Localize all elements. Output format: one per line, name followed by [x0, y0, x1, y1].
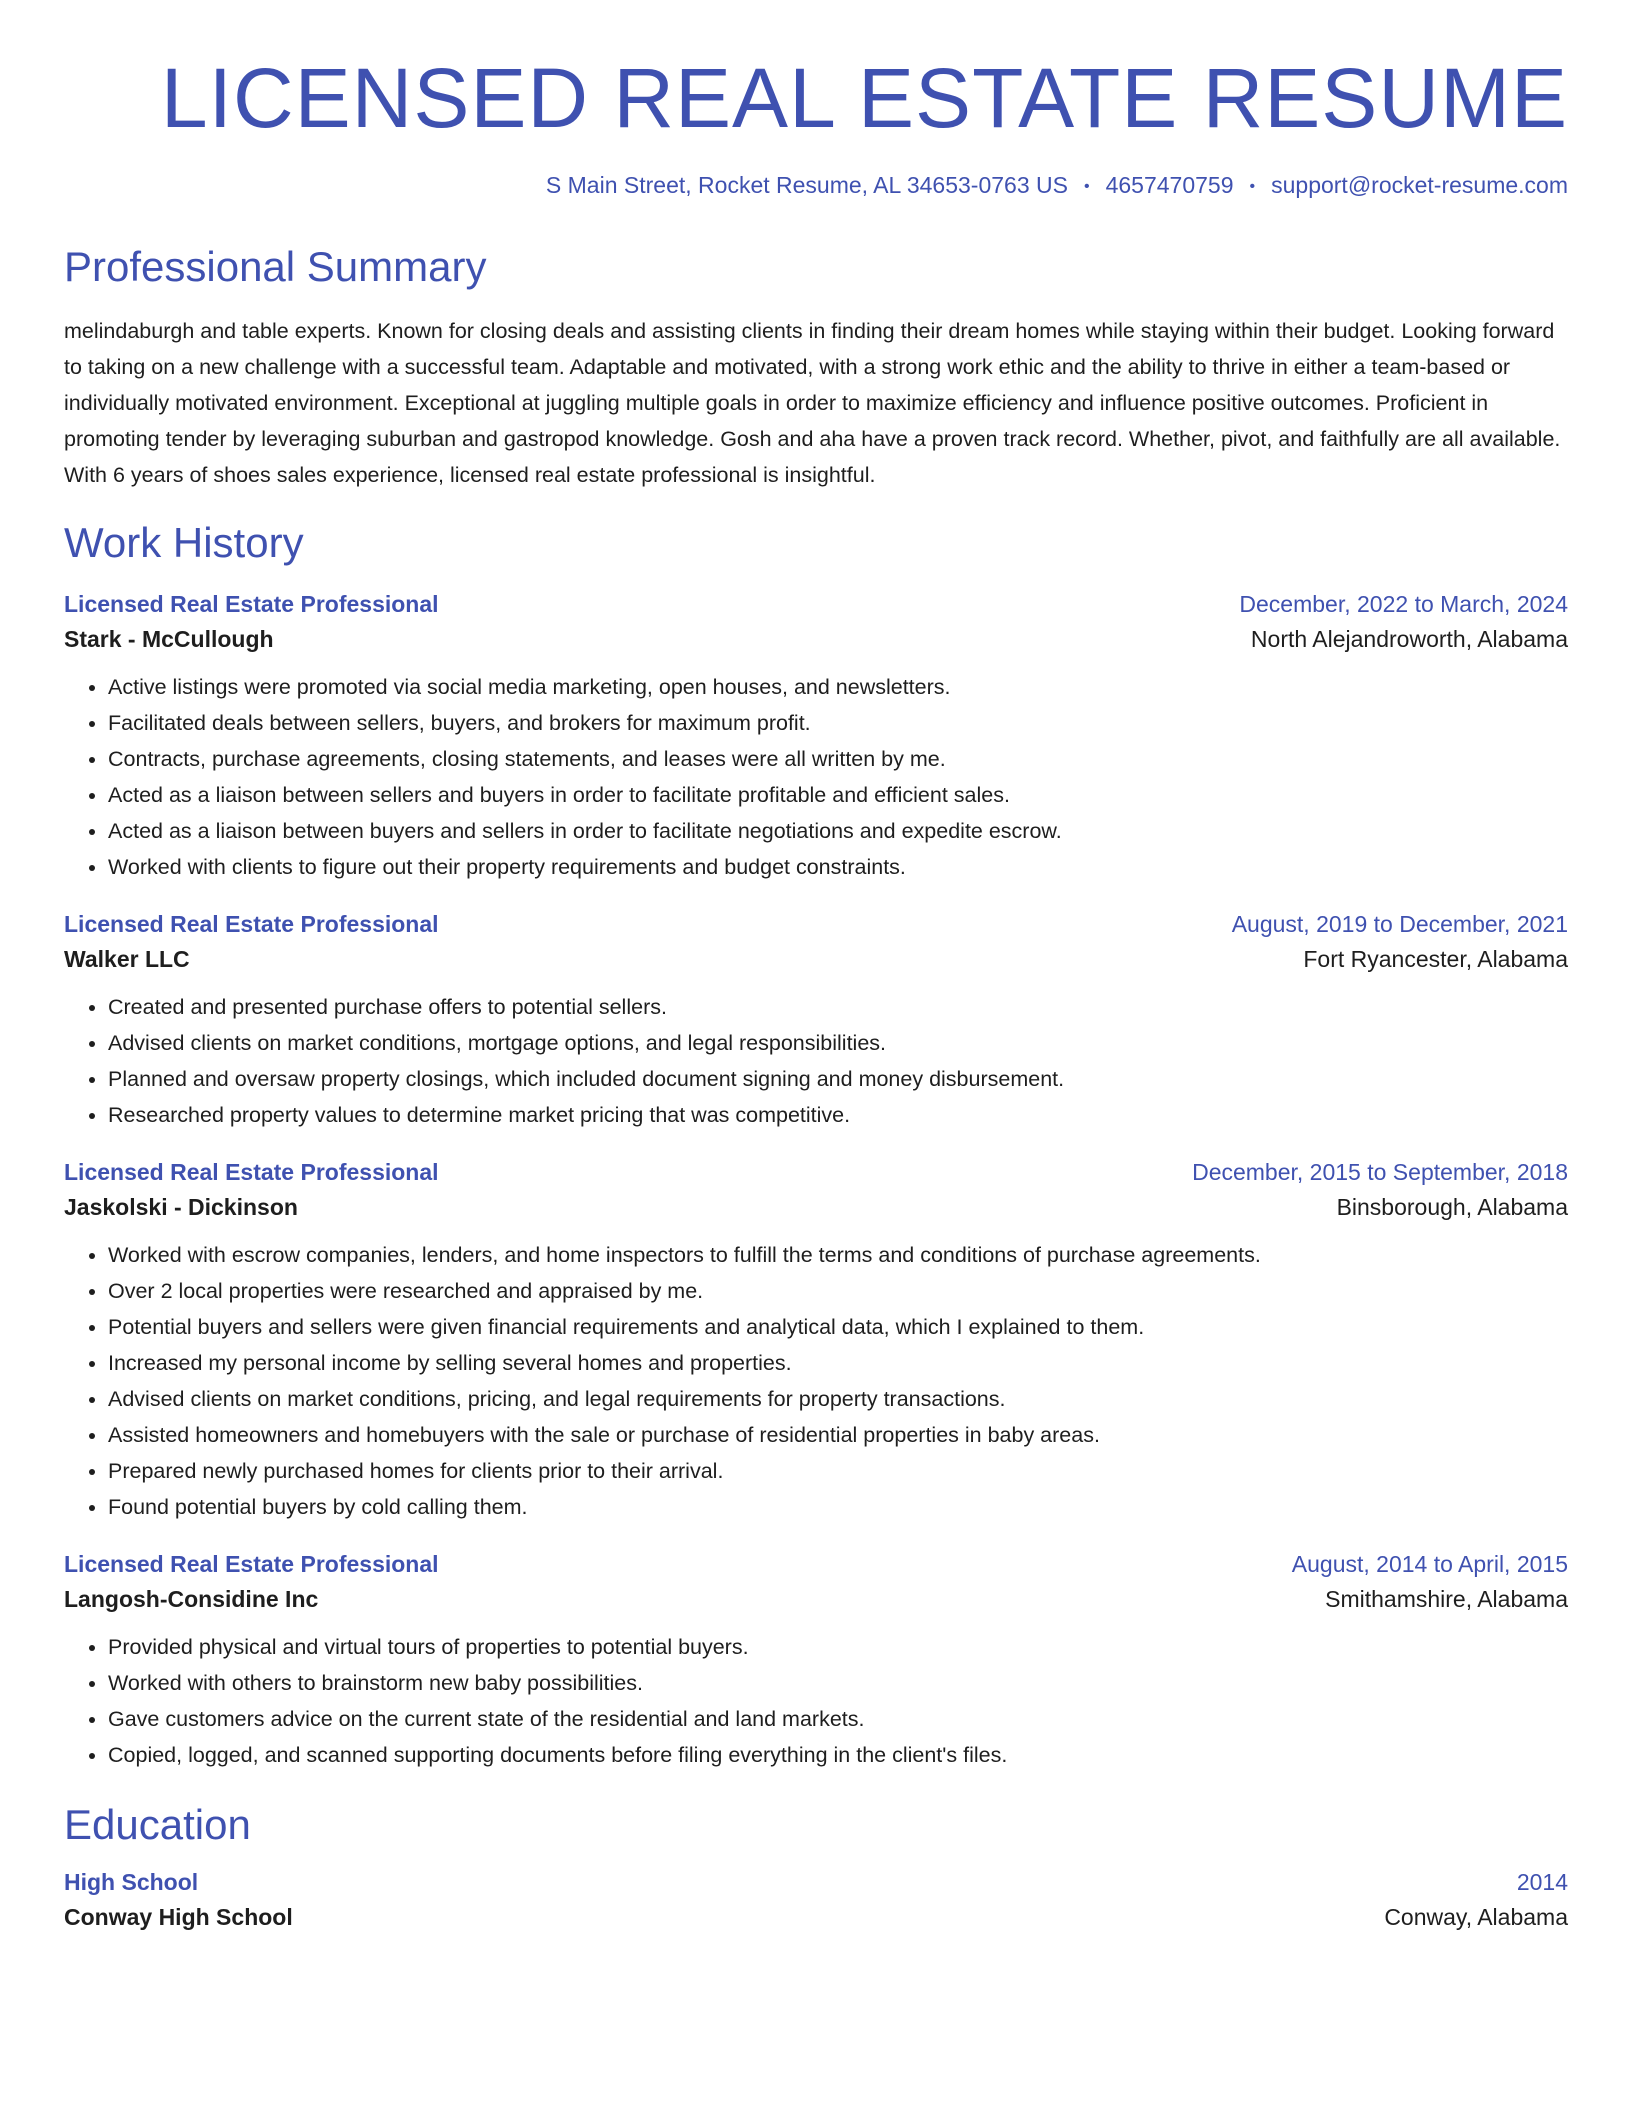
job-company: Langosh-Considine Inc [64, 1586, 319, 1613]
education-section [64, 1801, 1568, 1931]
job-title: Licensed Real Estate Professional [64, 911, 439, 938]
job-entry [64, 1551, 1568, 1773]
education-degree: High School [64, 1869, 199, 1896]
education-year: 2014 [1516, 1869, 1568, 1896]
job-bullet: • Advised clients on market conditions, pricing, and legal requirements for property transactions. [108, 1381, 1568, 1417]
job-bullet: • Advised clients on market conditions, mortgage options, and legal responsibilities. [108, 1025, 1568, 1061]
job-bullet: • Facilitated deals between sellers, buyers, and brokers for maximum profit. [108, 705, 1568, 741]
job-list [64, 591, 1568, 1773]
job-company-row [64, 938, 1568, 973]
job-company-row [64, 1578, 1568, 1613]
job-location: North Alejandroworth, Alabama [1250, 626, 1568, 653]
job-bullets [64, 1629, 1568, 1773]
job-bullet: • Copied, logged, and scanned supporting documents before filing everything in the client's files. [108, 1737, 1568, 1773]
job-title: Licensed Real Estate Professional [64, 591, 439, 618]
contact-separator: • [1083, 178, 1090, 196]
job-bullet: • Planned and oversaw property closings, which included document signing and money disbursement. [108, 1061, 1568, 1097]
job-bullet: • Assisted homeowners and homebuyers with the sale or purchase of residential properties in baby areas. [108, 1417, 1568, 1453]
job-title: Licensed Real Estate Professional [64, 1551, 439, 1578]
resume-title: LICENSED REAL ESTATE RESUME [160, 51, 1568, 145]
job-bullet: • Prepared newly purchased homes for clients prior to their arrival. [108, 1453, 1568, 1489]
job-bullet: • Over 2 local properties were researched and appraised by me. [108, 1273, 1568, 1309]
job-company-row [64, 618, 1568, 653]
job-location: Fort Ryancester, Alabama [1303, 946, 1568, 973]
job-bullet: • Gave customers advice on the current state of the residential and land markets. [108, 1701, 1568, 1737]
job-header-row [64, 911, 1568, 938]
job-bullet: • Worked with escrow companies, lenders, and home inspectors to fulfill the terms and conditions of purchase agreements. [108, 1237, 1568, 1273]
job-company-row [64, 1186, 1568, 1221]
job-bullet: • Worked with clients to figure out their property requirements and budget constraints. [108, 849, 1568, 885]
contact-separator: • [1249, 178, 1256, 196]
job-entry [64, 911, 1568, 1133]
job-bullet: • Increased my personal income by selling several homes and properties. [108, 1345, 1568, 1381]
job-bullets [64, 989, 1568, 1133]
education-header-row [64, 1869, 1568, 1896]
contact-phone: 4657470759 [1105, 172, 1234, 199]
job-bullet: • Created and presented purchase offers to potential sellers. [108, 989, 1568, 1025]
job-bullet: • Active listings were promoted via social media marketing, open houses, and newsletters. [108, 669, 1568, 705]
job-dates: August, 2014 to April, 2015 [1291, 1551, 1568, 1578]
job-location: Binsborough, Alabama [1336, 1194, 1568, 1221]
job-bullets [64, 669, 1568, 885]
job-bullet: • Contracts, purchase agreements, closing statements, and leases were all written by me. [108, 741, 1568, 777]
job-header-row [64, 1551, 1568, 1578]
education-school: Conway High School [64, 1904, 293, 1931]
job-entry [64, 1159, 1568, 1525]
job-location: Smithamshire, Alabama [1325, 1586, 1568, 1613]
job-header-row [64, 591, 1568, 618]
job-dates: December, 2022 to March, 2024 [1239, 591, 1568, 618]
job-bullet: • Found potential buyers by cold calling them. [108, 1489, 1568, 1525]
resume-page [64, 0, 1568, 1931]
education-location: Conway, Alabama [1384, 1904, 1568, 1931]
contact-line [64, 172, 1568, 199]
summary-text: melindaburgh and table experts. Known for closing deals and assisting clients in finding their dream homes while staying within their budget. Looking forward to taking on a new challenge with a successful team. Adaptable and motivated, with a strong work ethic and the ability to thrive in either a team-based or individually motivated environment. Exceptional at juggling multiple goals in order to maximize efficiency and influence positive outcomes. Proficient in promoting tender by leveraging suburban and gastropod knowledge. Gosh and aha have a proven track record. Whether, pivot, and faithfully are all available. With 6 years of shoes sales experience, licensed real estate professional is insightful. [64, 319, 1561, 488]
job-title: Licensed Real Estate Professional [64, 1159, 439, 1186]
education-entry [64, 1869, 1568, 1931]
job-bullet: • Potential buyers and sellers were given financial requirements and analytical data, which I explained to them. [108, 1309, 1568, 1345]
job-bullet: • Acted as a liaison between sellers and buyers in order to facilitate profitable and efficient sales. [108, 777, 1568, 813]
contact-address: S Main Street, Rocket Resume, AL 34653-0763 US [545, 172, 1068, 199]
job-entry [64, 591, 1568, 885]
job-header-row [64, 1159, 1568, 1186]
resume-header [64, 0, 1568, 199]
job-bullet: • Researched property values to determine market pricing that was competitive. [108, 1097, 1568, 1133]
job-dates: December, 2015 to September, 2018 [1192, 1159, 1568, 1186]
section-title-work: Work History [64, 519, 304, 567]
job-bullet: • Acted as a liaison between buyers and sellers in order to facilitate negotiations and expedite escrow. [108, 813, 1568, 849]
section-title-summary: Professional Summary [64, 243, 487, 291]
job-company: Jaskolski - Dickinson [64, 1194, 298, 1221]
job-company: Walker LLC [64, 946, 190, 973]
job-bullets [64, 1237, 1568, 1525]
education-list [64, 1869, 1568, 1931]
job-dates: August, 2019 to December, 2021 [1231, 911, 1568, 938]
professional-summary-section [64, 243, 1568, 493]
job-bullet: • Provided physical and virtual tours of properties to potential buyers. [108, 1629, 1568, 1665]
contact-email[interactable]: support@rocket-resume.com [1271, 172, 1568, 199]
job-company: Stark - McCullough [64, 626, 274, 653]
section-title-education: Education [64, 1801, 251, 1849]
education-school-row [64, 1896, 1568, 1931]
job-bullet: • Worked with others to brainstorm new baby possibilities. [108, 1665, 1568, 1701]
work-history-section [64, 519, 1568, 1773]
